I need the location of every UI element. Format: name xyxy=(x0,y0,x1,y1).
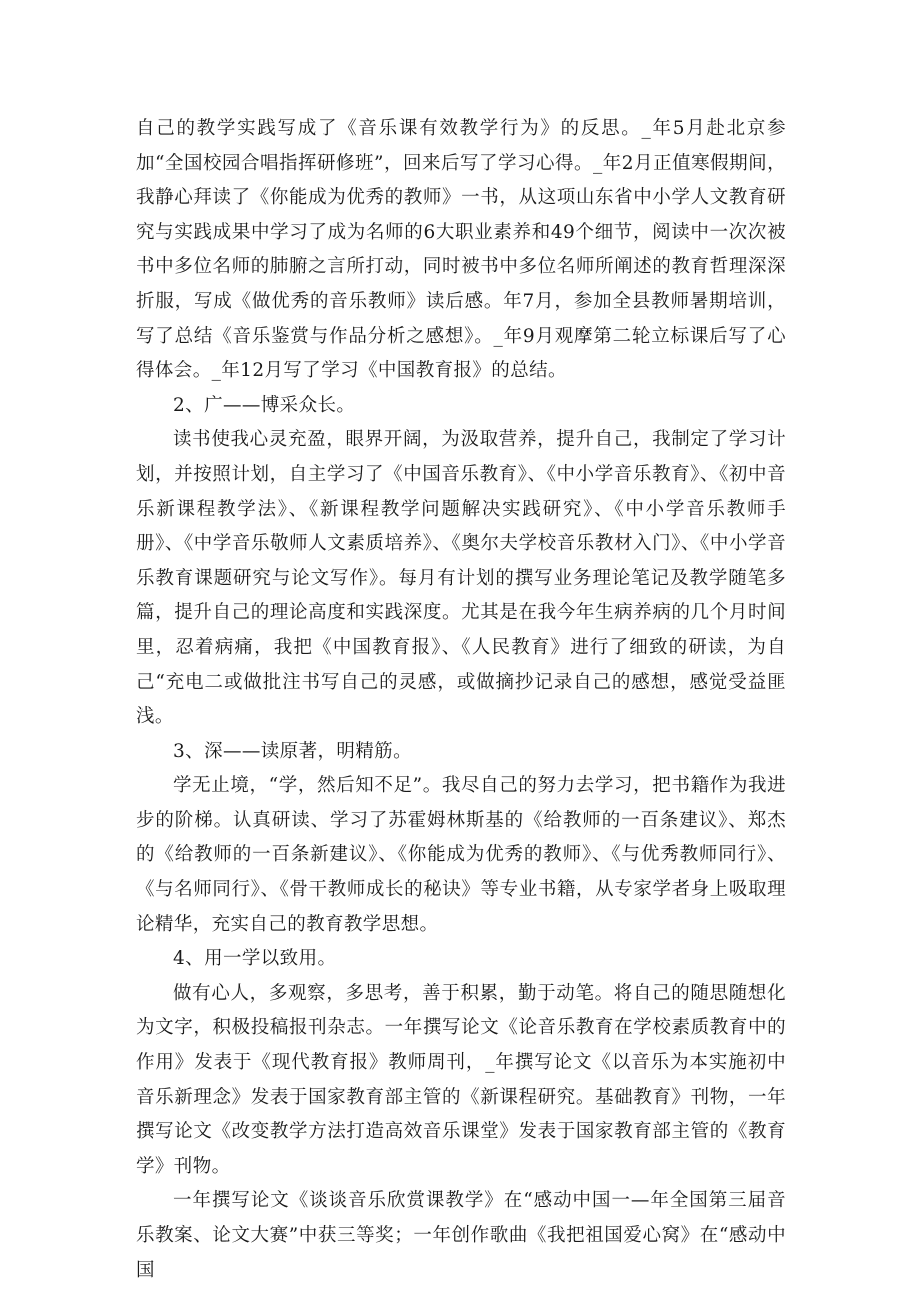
paragraph-2-heading: 2、广——博采众长。 xyxy=(173,394,356,416)
paragraph-5: 学无止境，“学，然后知不足”。我尽自己的努力去学习，把书籍作为我进步的阶梯。认真研读、学习了苏霍姆林斯基的《给教师的一百条建议》、郑杰的《给教师的一百条新建议》、《你能成为优秀的教师》、《与优秀教师同行》、《与名师同行》、《骨干教师成长的秘诀》等专业书籍，从专家学者身上吸取理论精华，充实自己的教育教学思想。 xyxy=(136,775,786,935)
paragraph-4-heading: 3、深——读原著，明精筋。 xyxy=(173,740,412,762)
paragraph-6-heading: 4、用一学以致用。 xyxy=(173,948,337,970)
paragraph-8: 一年撰写论文《谈谈音乐欣赏课教学》在“感动中国一—年全国第三届音乐教案、论文大赛”中获三等奖；一年创作歌曲《我把祖国爱心窝》在“感动中国 xyxy=(136,1190,786,1281)
document-page xyxy=(136,112,786,1288)
paragraph-3: 读书使我心灵充盈，眼界开阔，为汲取营养，提升自己，我制定了学习计划，并按照计划，自主学习了《中国音乐教育》、《中小学音乐教育》、《初中音乐新课程教学法》、《新课程教学问题解决实践研究》、《中小学音乐教师手册》、《中学音乐敬师人文素质培养》、《奥尔夫学校音乐教材入门》、《中小学音乐教育课题研究与论文写作》。每月有计划的撰写业务理论笔记及教学随笔多篇，提升自己的理论高度和实践深度。尤其是在我今年生病养病的几个月时间里，忍着病痛，我把《中国教育报》、《人民教育》进行了细致的研读，为自己“充电二或做批注书写自己的灵感，或做摘抄记录自己的感想，感觉受益匪浅。 xyxy=(136,429,786,728)
paragraph-1: 自己的教学实践写成了《音乐课有效教学行为》的反思。_年5月赴北京参加“全国校园合唱指挥研修班”，回来后写了学习心得。_年2月正值寒假期间，我静心拜读了《你能成为优秀的教师》一书，从这项山东省中小学人文教育研究与实践成果中学习了成为名师的6大职业素养和49个细节，阅读中一次次被书中多位名师的肺腑之言所打动，同时被书中多位名师所阐述的教育哲理深深折服，写成《做优秀的音乐教师》读后感。年7月，参加全县教师暑期培训，写了总结《音乐鉴赏与作品分析之感想》。_年9月观摩第二轮立标课后写了心得体会。_年12月写了学习《中国教育报》的总结。 xyxy=(136,118,786,382)
paragraph-7: 做有心人，多观察，多思考，善于积累，勤于动笔。将自己的随思随想化为文字，积极投稿报刊杂志。一年撰写论文《论音乐教育在学校素质教育中的作用》发表于《现代教育报》教师周刊，_年撰写论文《以音乐为本实施初中音乐新理念》发表于国家教育部主管的《新课程研究。基础教育》刊物，一年撰写论文《改变教学方法打造高效音乐课堂》发表于国家教育部主管的《教育学》刊物。 xyxy=(136,982,786,1177)
